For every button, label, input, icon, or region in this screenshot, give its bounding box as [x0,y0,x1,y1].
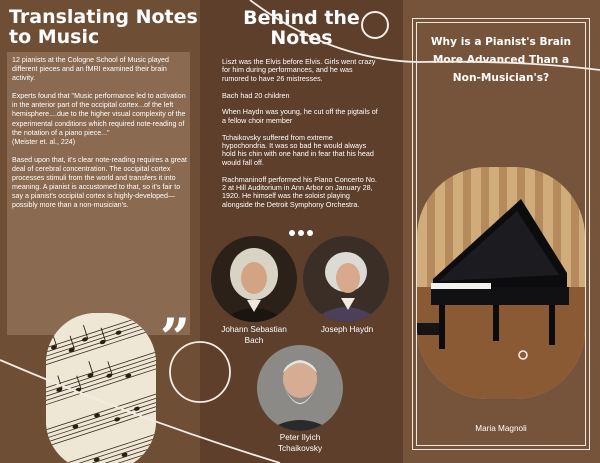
bach-caption-line1: Johann Sebastian [221,325,287,334]
right-title-line2: More Advanced Than a [432,54,570,66]
haydn-caption-line1: Joseph Haydn [320,325,374,334]
bach-caption-line2: Bach [244,336,264,345]
left-paragraph-1: 12 pianists at the Cologne School of Music played different pieces and an fMRI examined their brain activity. [12,56,169,83]
quote-icon: ” [160,308,190,369]
author-name: Maria Magnoli [475,424,527,433]
left-citation: (Meister et. al., 224) [12,137,76,146]
left-title-line1: Translating Notes [9,6,198,28]
right-title-line1: Why is a Pianist's Brain [430,36,572,48]
tchaikovsky-caption-line1: Peter Ilyich [279,433,321,442]
fact-bach: Bach had 20 children [222,90,290,100]
fact-liszt: Liszt was the Elvis before Elvis. Girls went crazy for him during performances, and he was rumored to have 26 mistresses. [222,57,376,83]
right-title-line3: Non-Musician's? [452,72,550,84]
fact-rachmaninoff: Rachmaninoff performed his Piano Concerto No. 2 at Hill Auditorium in Ann Arbor on January 28, 1920. He himself was the soloist playing alongside the Detroit Symphony Orchestra. [222,174,377,209]
middle-title-line1: Behind the [243,7,360,29]
middle-title-line2: Notes [270,27,333,49]
tchaikovsky-caption-line2: Tchaikovsky [277,444,323,453]
fact-haydn: When Haydn was young, he cut off the pigtails of a fellow choir member [222,107,378,125]
left-paragraph-3: Based upon that, it's clear note-reading requires a great deal of cerebral concentration. The occipital cortex processes stimuli from the world and transfers it into meaning. A pianist is accustomed to that, so it's fair to say a pianist's occipital cortex is highly-developed—possibly more than a non-musician's. [12,155,187,210]
fact-tchaikovsky: Tchaikovsky suffered from extreme hypochondria. It was so bad he would always hold his chin with one hand in fear that his head would fall off. [222,132,374,167]
left-paragraph-2: Experts found that "Music performance led to activation in the anterior part of the occipital cortex...of the left hemisphere....due to the higher visual complexity of the experimental conditions which required note-reading of the notation of a piano piece..." [12,92,186,137]
left-title-line2: to Music [9,26,100,48]
